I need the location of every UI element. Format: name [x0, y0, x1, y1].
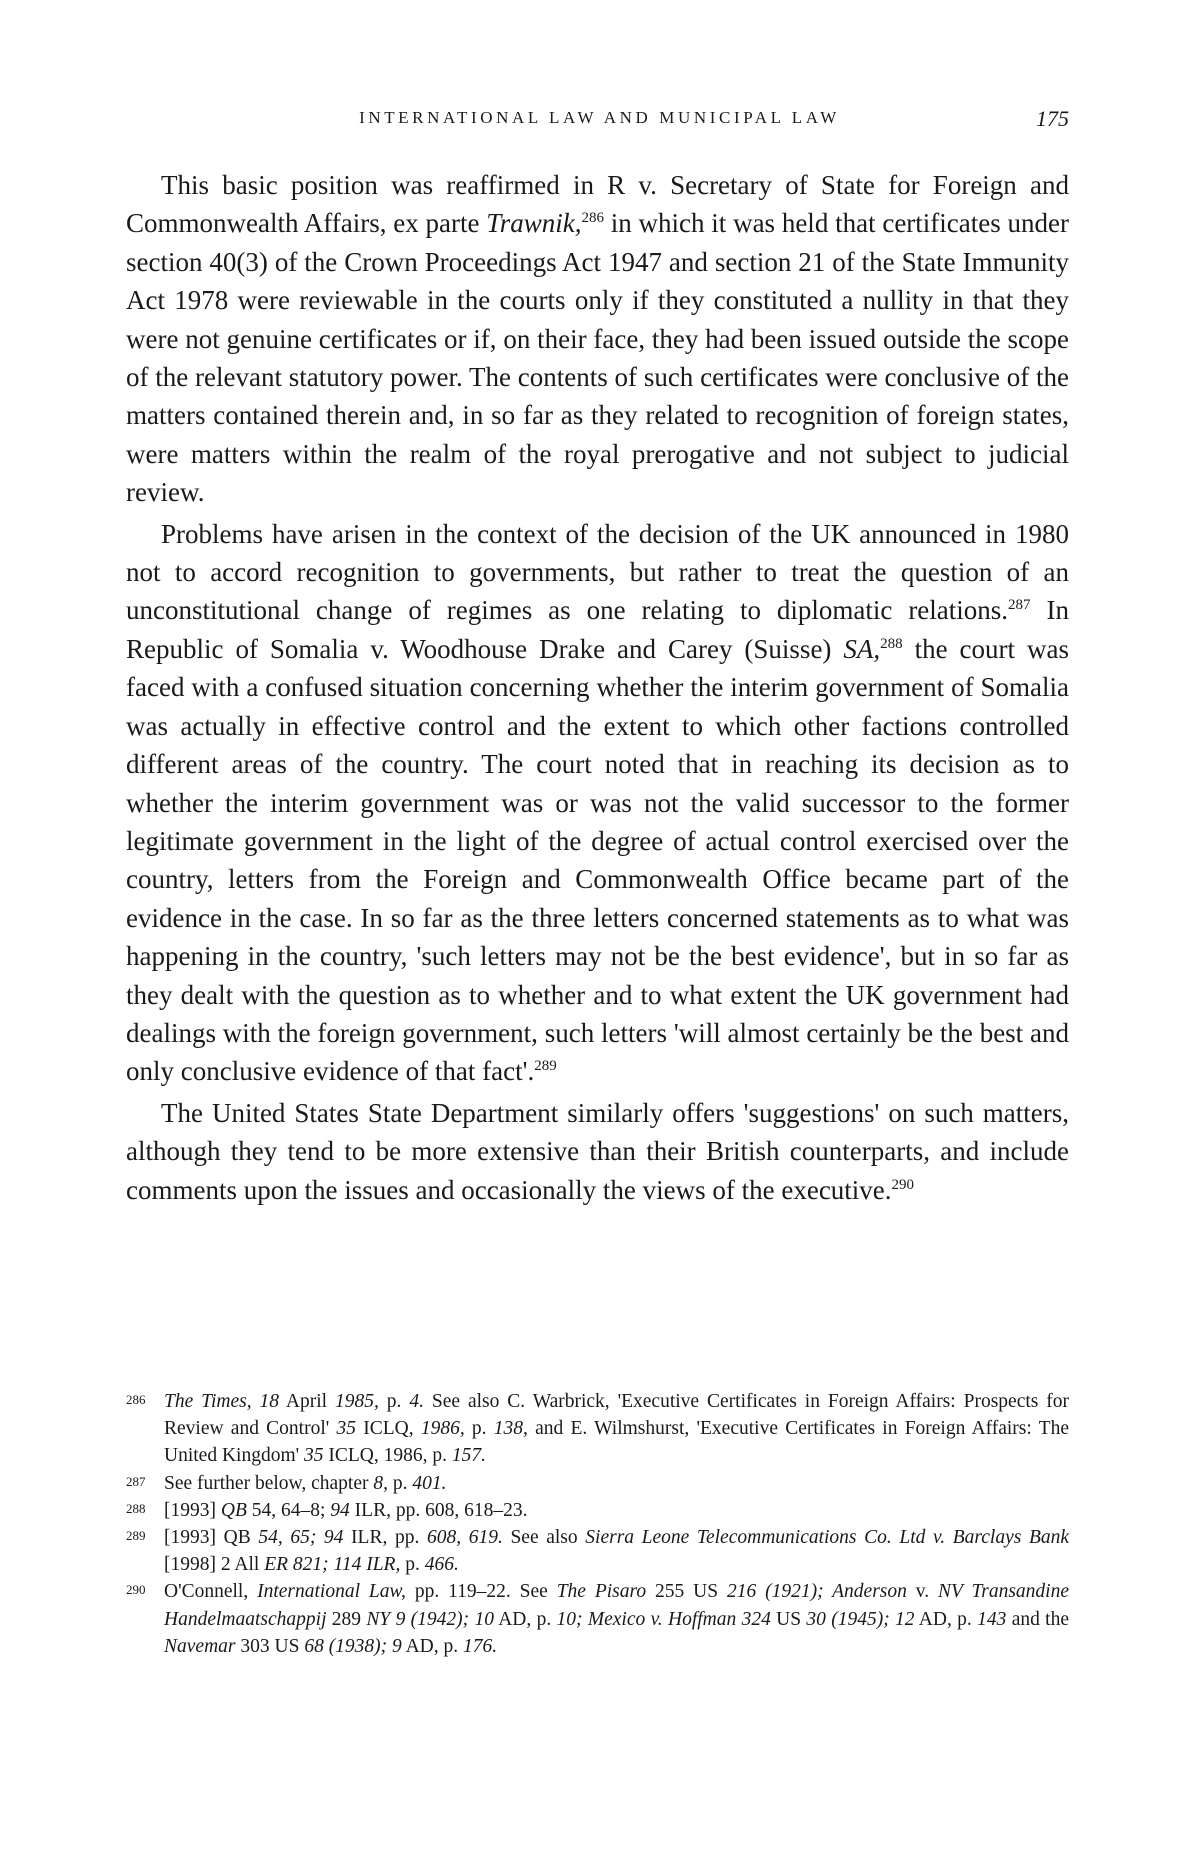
text-run: p. — [400, 1554, 425, 1576]
text-run: p. — [378, 1391, 410, 1412]
running-head — [130, 104, 1069, 134]
text-run: April — [279, 1391, 335, 1412]
text-run: and the — [1006, 1608, 1070, 1630]
italic-run: 35 — [336, 1418, 356, 1440]
text-run: ILR, pp. 608, 618–23. — [349, 1499, 528, 1521]
italic-run: 35 — [304, 1445, 324, 1467]
text-run: 303 US — [235, 1635, 305, 1657]
footnote-289 — [126, 1524, 1069, 1578]
italic-run: 18 — [259, 1391, 280, 1412]
text-run: 255 US — [646, 1581, 727, 1603]
text-run: in which it was held that certificates under section 40(3) of the Crown Proceedings Act 1947 and section 21 of the State Immunity Act 1978 were reviewable in the courts only if they constituted a nullity in that they were not genuine certificates or if, on their face, they had been issued outside the scope of the relevant statutory power. The contents of such certificates were conclusive of the matters contained therein and, in so far as they related to recognition of foreign states, were matters within the realm of the royal prerogative and not subject to judicial review. — [126, 208, 1069, 508]
italic-run: 1985, — [334, 1391, 379, 1412]
text-run: ICLQ, — [356, 1418, 421, 1440]
text-run: [1993] QB — [164, 1527, 259, 1549]
text-run: AD, p. — [914, 1608, 978, 1630]
italic-run: 176. — [463, 1635, 498, 1657]
page-number: 175 — [1036, 106, 1069, 131]
italic-run: 157. — [451, 1445, 487, 1467]
footnote-ref: 289 — [534, 1058, 557, 1075]
italic-run: 466. — [424, 1554, 459, 1576]
text-run: See further below, chapter — [164, 1472, 374, 1494]
italic-run: The Pisaro — [556, 1581, 647, 1603]
case-name: Trawnik, — [486, 208, 582, 239]
italic-run: 4. — [409, 1391, 424, 1412]
text-run: [1993] — [164, 1499, 221, 1521]
footnote-number: 286 — [126, 1392, 146, 1407]
italic-run: 1986, — [420, 1418, 465, 1440]
footnote-number: 287 — [126, 1473, 146, 1489]
text-run: In Republic of Somalia v. Woodhouse Drake and Carey (Suisse) — [126, 595, 1069, 664]
italic-run: International Law, — [257, 1581, 406, 1603]
footnote-ref: 287 — [1008, 597, 1031, 614]
italic-run: NV Transandine Handelmaatschappij — [164, 1581, 1070, 1630]
text-run: p. — [464, 1418, 494, 1440]
text-run: p. — [387, 1472, 413, 1494]
text-run: See also C. Warbrick, 'Executive Certificates in Foreign Affairs: Prospects for Review and Control' — [164, 1391, 1070, 1440]
italic-run: 10; Mexico v. Hoffman — [556, 1608, 737, 1630]
italic-run: 54, 65; 94 — [258, 1527, 344, 1549]
footnote-286 — [126, 1388, 1069, 1470]
italic-run: The Times, — [164, 1391, 252, 1412]
italic-run: 8, — [373, 1472, 388, 1494]
body-text — [126, 166, 1069, 1209]
text-run: 289 — [326, 1608, 367, 1630]
text-run: The United States State Department similarly offers 'suggestions' on such matters, although they tend to be more extensive than their British counterparts, and include comments upon the issues and occasionally the views of the executive. — [126, 1097, 1069, 1205]
italic-run: QB — [220, 1499, 247, 1521]
footnote-ref: 290 — [891, 1176, 915, 1193]
footnote-number: 289 — [126, 1528, 146, 1544]
text-run: [1998] 2 All — [164, 1554, 265, 1576]
text-run: Problems have arisen in the context of the decision of the UK announced in 1980 not to accord recognition to governments, but rather to treat the question of an unconstitutional change of regimes as one relating to diplomatic relations. — [126, 518, 1069, 626]
footnotes — [126, 1388, 1069, 1660]
footnote-number: 288 — [126, 1500, 146, 1516]
text-run: This basic position was reaffirmed in R v. Secretary of State for Foreign and Commonwealth Affairs, ex parte — [126, 170, 1069, 239]
italic-run: NY 9 (1942); 10 — [366, 1608, 494, 1630]
text-run: pp. 119–22. See — [405, 1581, 557, 1603]
running-title: INTERNATIONAL LAW AND MUNICIPAL LAW — [359, 108, 840, 127]
footnote-ref: 288 — [880, 635, 903, 652]
footnote-287 — [126, 1470, 1069, 1497]
footnote-290 — [126, 1578, 1069, 1660]
text-run: AD, p. — [493, 1608, 557, 1630]
paragraph-2 — [126, 515, 1069, 1091]
italic-run: Sierra Leone Telecommunications Co. Ltd v. Barclays Bank — [585, 1527, 1070, 1549]
italic-run: Navemar — [164, 1635, 236, 1657]
text-run: ILR, pp. — [343, 1527, 427, 1549]
italic-run: 30 (1945); 12 — [806, 1608, 915, 1630]
italic-run: 401. — [412, 1472, 447, 1494]
footnote-number: 290 — [126, 1582, 146, 1598]
italic-run: 324 — [741, 1608, 771, 1630]
italic-run: 68 (1938); 9 — [304, 1635, 402, 1657]
italic-run: 138, — [493, 1418, 528, 1440]
paragraph-1 — [126, 166, 1069, 512]
case-name: SA, — [843, 633, 881, 664]
text-run: US — [770, 1608, 807, 1630]
italic-run: 608, 619. — [426, 1527, 503, 1549]
text-run: ICLQ, 1986, p. — [323, 1445, 452, 1467]
footnote-ref: 286 — [581, 210, 605, 227]
italic-run: 143 — [977, 1608, 1007, 1630]
italic-run: 94 — [330, 1499, 350, 1521]
italic-run: ER 821; 114 ILR, — [264, 1554, 401, 1576]
paragraph-3 — [126, 1094, 1069, 1209]
footnote-288 — [126, 1497, 1069, 1524]
text-run: See also — [502, 1527, 586, 1549]
text-run — [252, 1391, 260, 1412]
text-run: v. — [906, 1581, 939, 1603]
text-run: and E. Wilmshurst, 'Executive Certificates in Foreign Affairs: The United Kingdom' — [164, 1418, 1069, 1467]
italic-run: 216 (1921); Anderson — [726, 1581, 907, 1603]
text-run: AD, p. — [401, 1635, 464, 1657]
text-run: the court was faced with a confused situation concerning whether the interim government of Somalia was actually in effective control and the extent to which other factions controlled different areas of the country. The court noted that in reaching its decision as to whether the interim government was or was not the valid successor to the former legitimate government in the light of the degree of actual control exercised over the country, letters from the Foreign and Commonwealth Office became part of the evidence in the case. In so far as the three letters concerned statements as to what was happening in the country, 'such letters may not be the best evidence', but in so far as they dealt with the question as to whether and to what extent the UK government had dealings with the foreign government, such letters 'will almost certainly be the best and only conclusive evidence of that fact'. — [126, 633, 1069, 1087]
text-run: O'Connell, — [164, 1581, 258, 1603]
text-run: 54, 64–8; — [246, 1499, 331, 1521]
